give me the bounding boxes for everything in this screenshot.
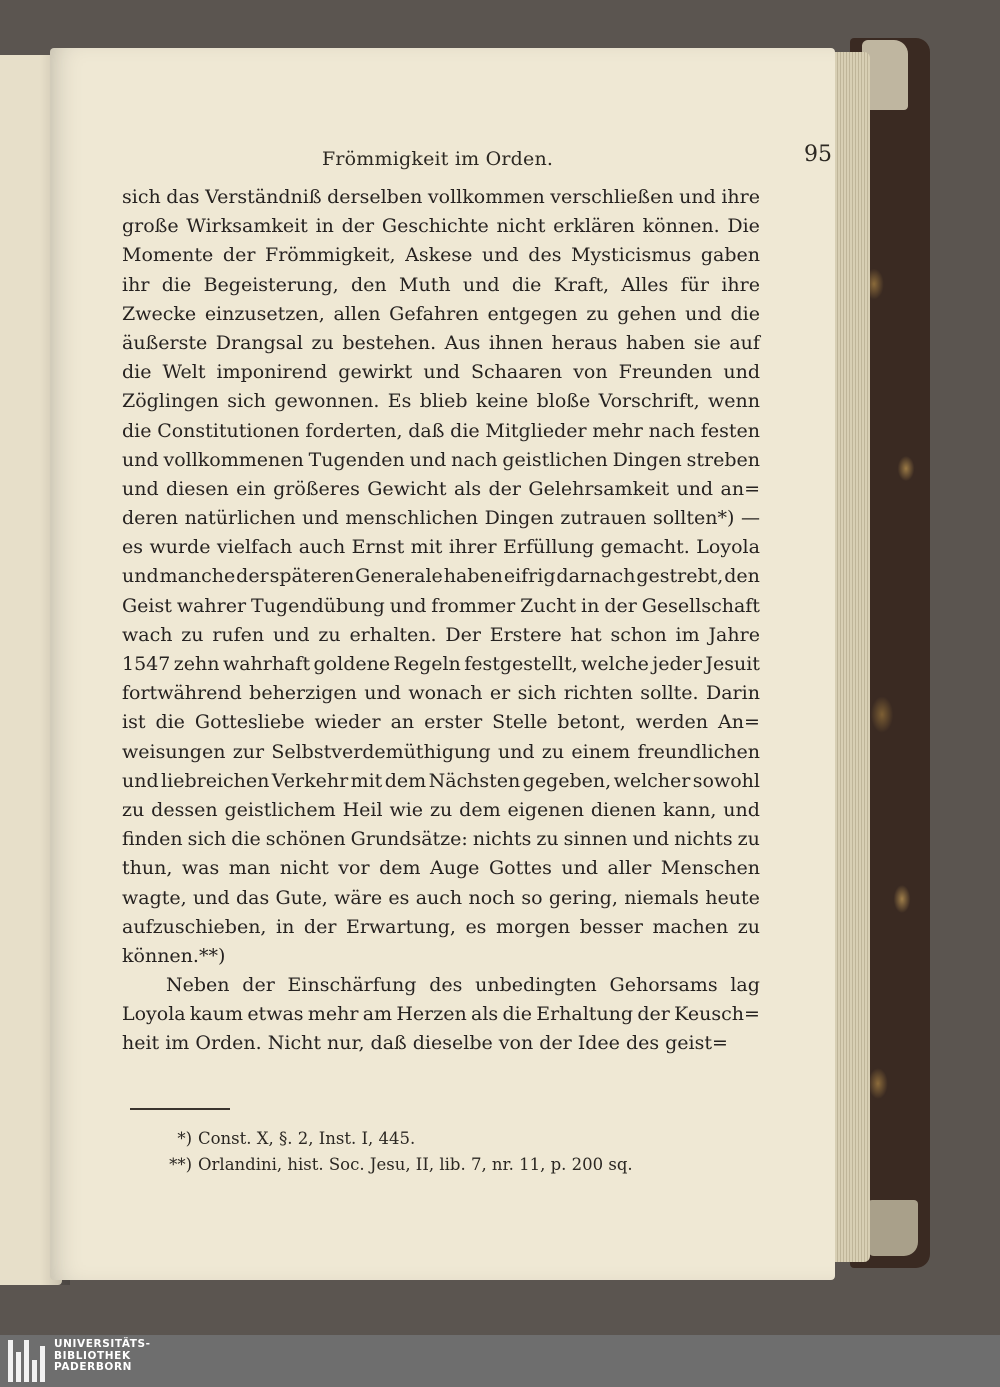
text-line: zu dessen geistlichem Heil wie zu dem eigenen dienen kann, und [122,798,760,821]
text-line: fortwährend beherzigen und wonach er sich richten sollte. Darin [122,682,760,705]
running-head [122,140,832,180]
book-page [50,48,835,1280]
text-line: aufzuschieben, in der Erwartung, es morgen besser machen zu [122,915,760,938]
text-line: und manche der späteren Generale haben eifrig darnach gestrebt, den [122,565,760,588]
text-line: wach zu rufen und zu erhalten. Der Erstere hat schon im Jahre [122,623,760,646]
footnotes [158,1126,718,1178]
text-line: Loyola kaum etwas mehr am Herzen als die Erhaltung der Keusch= [122,1003,760,1026]
library-name [54,1339,151,1374]
text-line: Geist wahrer Tugendübung und frommer Zucht in der Gesellschaft [122,594,760,617]
footnote-mark: **) [169,1155,192,1174]
text-line: thun, was man nicht vor dem Auge Gottes und aller Menschen [122,857,760,880]
text-line: weisungen zur Selbstverdemüthigung und zu einem freundlichen [122,740,760,763]
running-head-title: Frömmigkeit im Orden. [322,148,554,170]
body-text [122,183,760,1059]
text-line: die Welt imponirend gewirkt und Schaaren von Freunden und [122,361,760,384]
text-line: äußerste Drangsal zu bestehen. Aus ihnen heraus haben sie auf [122,331,760,354]
text-line: wagte, und das Gute, wäre es auch noch so gering, niemals heute [122,886,760,909]
text-line: ihr die Begeisterung, den Muth und die Kraft, Alles für ihre [122,273,760,296]
library-logo-icon [8,1340,48,1382]
text-line: sich das Verständniß derselben vollkommen verschließen und ihre [122,186,760,208]
text-line: 1547 zehn wahrhaft goldene Regeln festgestellt, welche jeder Jesuit [122,653,760,675]
text-line: Neben der Einschärfung des unbedingten Gehorsams lag [166,974,760,997]
cover-corner-bottom [868,1200,918,1256]
text-line: ist die Gottesliebe wieder an erster Stelle betont, werden An= [122,711,760,734]
text-line: Zwecke einzusetzen, allen Gefahren entgegen zu gehen und die [122,302,760,325]
text-line: und diesen ein größeres Gewicht als der Gelehrsamkeit und an= [122,477,760,500]
text-line: große Wirksamkeit in der Geschichte nicht erklären können. Die [122,215,760,238]
footnote [158,1126,718,1152]
text-line: Zöglingen sich gewonnen. Es blieb keine bloße Vorschrift, wenn [122,390,760,413]
footnote-rule [130,1108,230,1110]
text-line: deren natürlichen und menschlichen Dingen zutrauen sollten*) — [122,507,760,530]
footnote-text: Orlandini, hist. Soc. Jesu, II, lib. 7, nr. 11, p. 200 sq. [198,1155,633,1174]
footnote-text: Const. X, §. 2, Inst. I, 445. [198,1129,416,1148]
library-name-line: BIBLIOTHEK [54,1349,131,1362]
library-name-line: UNIVERSITÄTS- [54,1338,151,1350]
text-line: und vollkommenen Tugenden und nach geistlichen Dingen streben [122,448,760,471]
text-line: es wurde vielfach auch Ernst mit ihrer Erfüllung gemacht. Loyola [122,536,760,559]
footnote-mark: *) [177,1129,192,1148]
text-line: heit im Orden. Nicht nur, daß dieselbe von der Idee des geist= [122,1032,728,1055]
text-line: finden sich die schönen Grundsätze: nichts zu sinnen und nichts zu [122,828,760,851]
text-line: können.**) [122,944,226,967]
text-line: Momente der Frömmigkeit, Askese und des Mysticismus gaben [122,244,760,267]
library-name-line: PADERBORN [54,1361,133,1373]
text-line: die Constitutionen forderten, daß die Mitglieder mehr nach festen [122,419,760,442]
text-line: und liebreichen Verkehr mit dem Nächsten gegeben, welcher sowohl [122,769,760,792]
footnote [158,1152,718,1178]
page-number: 95 [804,142,832,167]
